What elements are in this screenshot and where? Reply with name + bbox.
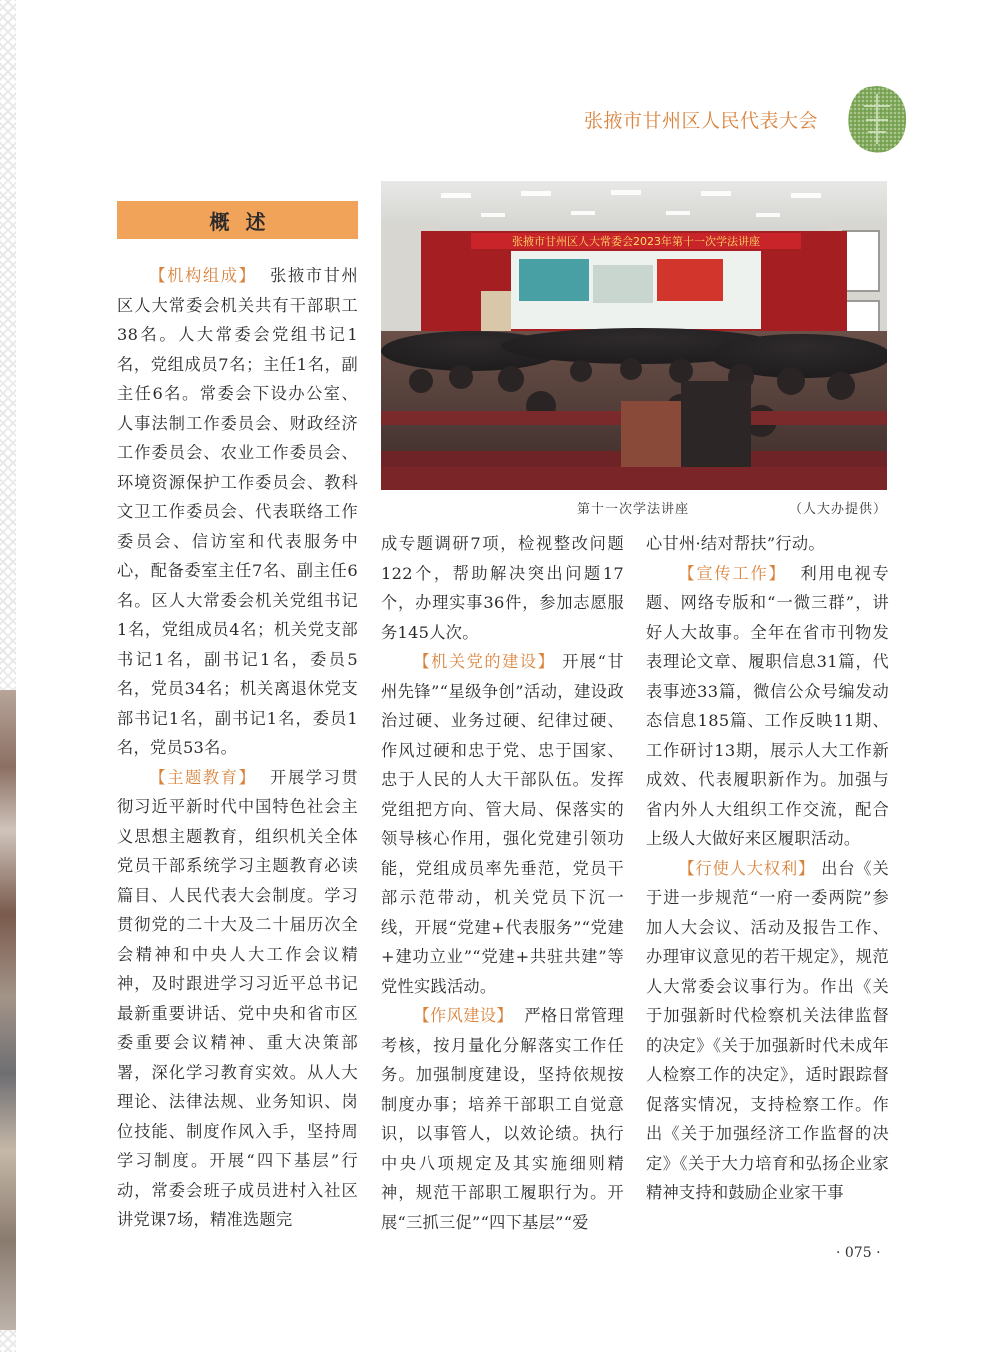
paragraph-work-style [381, 1001, 624, 1237]
paragraph-text: 张掖市甘州区人大常委会机关共有干部职工38名。人大常委会党组书记1名，党组成员7名；主任1名，副主任6名。常委会下设办公室、人事法制工作委员会、财政经济工作委员会、农业工作委员会、环境资源保护工作委员会、教科文卫工作委员会、代表联络工作委员会、信访室和代表服务中心，配备委室主任7名、副主任6名。区人大常委会机关党组书记1名，党组成员4名；机关党支部书记1名，副书记1名，委员5名，党员34名；机关离退休党支部书记1名，副书记1名，委员1名，党员53名。 [117, 266, 358, 757]
paragraph-tag: 【机构组成】 [149, 266, 257, 285]
paragraph-organization [117, 261, 358, 763]
text-column-2 [381, 529, 624, 1237]
caption-text: 第十一次学法讲座 [577, 502, 690, 517]
paragraph-tag: 【行使人大权利】 [678, 858, 816, 878]
section-title-bar [117, 201, 358, 239]
seal-icon [846, 84, 908, 154]
text-column-3 [646, 529, 889, 1208]
paragraph-tag: 【主题教育】 [149, 767, 257, 787]
margin-photo-strip [0, 690, 16, 1330]
paragraph-text: 开展“甘州先锋”“星级争创”活动，建设政治过硬、业务过硬、纪律过硬、作风过硬和忠于党、忠于国家、忠于人民的人大干部队伍。发挥党组把方向、管大局、保落实的领导核心作用，强化党建引领功能，党组成员率先垂范，党员干部示范带动，机关党员下沉一线，开展“党建+代表服务”“党建+建功立业”“党建+共驻共建”等党性实践活动。 [381, 652, 624, 996]
paragraph-tag: 【作风建设】 [413, 1006, 514, 1025]
section-title: 概述 [209, 209, 282, 234]
paragraph-exercise-powers [646, 854, 889, 1208]
paragraph-text: 开展学习贯彻习近平新时代中国特色社会主义思想主题教育，组织机关全体党员干部系统学习主题教育必读篇目、人民代表大会制度。学习贯彻党的二十大及二十届历次全会精神和中央人大工作会议精神，及时跟进学习习近平总书记最新重要讲话、党中央和省市区委重要会议精神、重大决策部署，深化学习教育实效。从人大理论、法律法规、业务知识、岗位技能、制度作风入手，坚持周学习制度。开展“四下基层”行动，常委会班子成员进村入社区讲党课7场，精准选题完 [117, 767, 358, 1229]
paragraph-continued [381, 529, 624, 647]
paragraph-text: 成专题调研7项，检视整改问题122个，帮助解决突出问题17个，办理实事36件，参加志愿服务145人次。 [381, 534, 624, 642]
paragraph-tag: 【宣传工作】 [678, 563, 787, 583]
banner-text: 张掖市甘州区人大常委会2023年第十一次学法讲座 [512, 235, 760, 248]
paragraph-continued [646, 529, 889, 559]
paragraph-text: 严格日常管理考核，按月量化分解落实工作任务。加强制度建设，坚持依规按制度办事；培养干部职工自觉意识，以事管人，以效论绩。执行中央八项规定及其实施细则精神，规范干部职工履职行为。开展“三抓三促”“四下基层”“爱 [381, 1006, 624, 1232]
paragraph-text: 利用电视专题、网络专版和“一微三群”，讲好人大故事。全年在省市刊物发表理论文章、履职信息31篇，代表事迹33篇，微信公众号编发动态信息185篇、工作反映11期、工作研讨13期，展示人大工作新成效、代表履职新作为。加强与省内外人大组织工作交流，配合上级人大做好来区履职活动。 [646, 563, 889, 848]
paragraph-tag: 【机关党的建设】 [413, 652, 556, 671]
paragraph-theme-education [117, 763, 358, 1235]
paragraph-publicity [646, 559, 889, 854]
caption-credit: （人大办提供） [788, 502, 887, 517]
running-header: 张掖市甘州区人民代表大会 [583, 110, 818, 132]
page-number: · 075 · [836, 1245, 881, 1261]
paragraph-party-building [381, 647, 624, 1001]
paragraph-text: 出台《关于进一步规范“一府一委两院”参加人大会议、活动及报告工作、办理审议意见的若干规定》，规范人大常委会议事行为。作出《关于加强新时代检察机关法律监督的决定》《关于加强新时代未成年人检察工作的决定》，适时跟踪督促落实情况，支持检察工作。作出《关于加强经济工作监督的决定》《关于大力培育和弘扬企业家精神支持和鼓励企业家干事 [646, 858, 889, 1202]
photo-caption [381, 498, 887, 518]
paragraph-text: 心甘州·结对帮扶”行动。 [646, 534, 825, 553]
lecture-photo [381, 181, 887, 490]
text-column-1 [117, 261, 358, 1235]
